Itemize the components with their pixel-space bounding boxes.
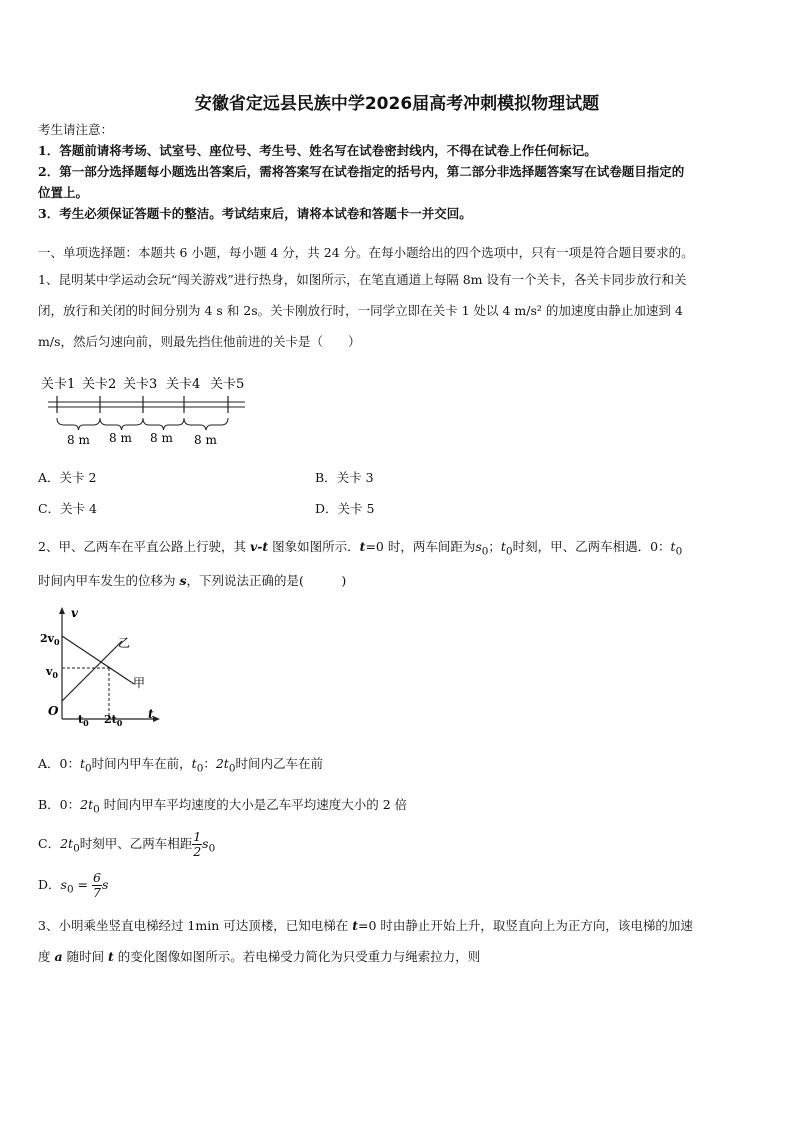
s0-symbol: s — [202, 836, 209, 851]
tick-v0: $v_0$ — [46, 665, 58, 680]
q2-option-c[interactable] — [38, 830, 215, 859]
v-axis-label: v — [71, 606, 78, 620]
spacing-label-2: 8 m — [109, 431, 132, 445]
2t0-symbol: 2t — [60, 836, 74, 851]
q3-stem-line2 — [38, 947, 480, 965]
q2-t-symbol: t — [359, 539, 366, 554]
t0-symbol: t — [191, 756, 197, 771]
q2-text-part: 图象如图所示． — [268, 539, 360, 554]
tick-t0: $t_0$ — [78, 713, 89, 727]
q2-s-symbol: s — [179, 573, 187, 588]
fraction-denominator: 2 — [193, 844, 202, 859]
notice-item-2-cont: 位置上。 — [38, 185, 89, 200]
t0-symbol: t — [79, 756, 86, 771]
yi-label: 乙 — [118, 636, 131, 650]
fraction-denominator: 7 — [93, 885, 101, 900]
q1-option-c[interactable]: C．关卡 4 — [38, 501, 97, 516]
q2-t0-symbol: t — [670, 539, 676, 554]
q2-sub0: 0 — [505, 545, 513, 558]
tick-2t0: $2t_0$ — [104, 713, 123, 727]
gate-label-5: 关卡5 — [210, 377, 245, 392]
q1-stem-line3: m/s，然后匀速向前，则最先挡住他前进的关卡是（ ） — [38, 334, 361, 349]
section-heading: 一、单项选择题：本题共 6 小题，每小题 4 分，共 24 分。在每小题给出的四个选项中，只有一项是符合题目要求的。 — [38, 245, 694, 260]
q3-a-symbol: a — [54, 949, 63, 964]
origin-label: O — [48, 704, 59, 718]
tick-2v0: $2v_0$ — [40, 632, 60, 647]
q2-sub0: 0 — [675, 545, 683, 558]
q2-stem-line2 — [38, 571, 346, 589]
q2-option-d[interactable] — [38, 871, 108, 900]
notice-heading: 考生请注意： — [38, 122, 114, 137]
q2-text-part: =0 时，两车间距为 — [365, 539, 476, 554]
notice-item-1: 1．答题前请将考场、试室号、座位号、考生号、姓名写在试卷密封线内，不得在试卷上作任何标记。 — [38, 143, 597, 158]
q3-text-part: 度 — [38, 949, 55, 964]
opt-text: D． — [38, 877, 61, 892]
notice-item-3: 3．考生必须保证答题卡的整洁。考试结束后，请将本试卷和答题卡一并交回。 — [38, 206, 472, 221]
q1-stem-line2: 闭，放行和关闭的时间分别为 4 s 和 2s。关卡刚放行时，一同学立即在关卡 1 处以 4 m/s² 的加速度由静止加速到 4 — [38, 303, 683, 318]
2t0-symbol: 2t — [215, 756, 229, 771]
q2-text-part: 时间内甲车发生的位移为 — [38, 573, 180, 588]
q2-option-b[interactable] — [38, 795, 407, 816]
opt-text: 时刻甲、乙两车相距 — [79, 836, 193, 851]
q2-text-part: ，下列说法正确的是( ) — [186, 573, 347, 588]
q3-text-part: 随时间 — [62, 949, 109, 964]
brace-4 — [184, 418, 228, 430]
q2-text-part: 2、甲、乙两车在平直公路上行驶，其 — [38, 539, 250, 554]
opt-text: 时间内乙车在前 — [235, 756, 323, 771]
brace-2 — [100, 418, 143, 430]
opt-text: ： — [203, 756, 216, 771]
v-axis-arrow — [59, 607, 65, 614]
q2-vt-symbol: v-t — [249, 539, 269, 554]
sub0: 0 — [93, 803, 100, 816]
gate-label-3: 关卡3 — [123, 377, 158, 392]
s0-symbol: s — [60, 877, 67, 892]
q1-option-b[interactable]: B．关卡 3 — [315, 470, 374, 485]
sub0: 0 — [66, 883, 74, 896]
notice-item-2: 2．第一部分选择题每小题选出答案后，需将答案写在试卷指定的括号内，第二部分非选择题答案写在试卷题目指定的 — [38, 164, 685, 179]
q2-s0-symbol: s — [475, 539, 482, 554]
spacing-label-4: 8 m — [194, 433, 217, 447]
q3-t-symbol: t — [352, 918, 359, 933]
fraction-numerator: 6 — [93, 870, 101, 885]
fraction-one-half — [192, 830, 202, 859]
s-symbol: s — [101, 877, 109, 892]
q2-sub0: 0 — [481, 545, 489, 558]
opt-text: 时间内甲车在前， — [91, 756, 192, 771]
q3-text-part: =0 时由静止开始上升，取竖直向上为正方向，该电梯的加速 — [358, 918, 693, 933]
t-axis-label: t — [148, 707, 154, 721]
yi-velocity-line — [62, 641, 122, 701]
q1-option-d[interactable]: D．关卡 5 — [315, 501, 375, 516]
t-axis-arrow — [153, 716, 160, 722]
sub0: 0 — [196, 762, 204, 775]
q1-option-a[interactable]: A．关卡 2 — [38, 470, 97, 485]
opt-text: B．0： — [38, 797, 81, 812]
sub0: 0 — [228, 762, 236, 775]
q3-stem-line1 — [38, 916, 693, 934]
q2-text-part: ； — [488, 539, 501, 554]
page-title: 安徽省定远县民族中学2026届高考冲刺模拟物理试题 — [194, 94, 600, 114]
gate-label-1: 关卡1 — [41, 377, 76, 392]
opt-text: A．0： — [38, 756, 80, 771]
gate-label-2: 关卡2 — [82, 377, 117, 392]
2t0-symbol: 2t — [80, 797, 94, 812]
fraction-numerator: 1 — [193, 829, 202, 844]
jia-label: 甲 — [133, 676, 146, 690]
sub0: 0 — [73, 842, 80, 855]
q1-stem-line1: 1、昆明某中学运动会玩“闯关游戏”进行热身，如图所示，在笔直通道上每隔 8m 设有一个关卡，各关卡同步放行和关 — [38, 272, 687, 287]
sub0: 0 — [208, 842, 216, 855]
sub0: 0 — [85, 762, 92, 775]
opt-text: C． — [38, 836, 61, 851]
fraction-six-sevenths — [92, 871, 102, 900]
q3-text-part: 3、小明乘坐竖直电梯经过 1min 可达顶楼，已知电梯在 — [38, 918, 353, 933]
q3-t-symbol: t — [108, 949, 114, 964]
equals-sign: = — [73, 877, 92, 892]
q1-gate-figure — [38, 370, 258, 452]
opt-text: 时间内甲车平均速度的大小是乙车平均速度大小的 2 倍 — [99, 797, 408, 812]
q2-text-part: 时刻，甲、乙两车相遇．0： — [512, 539, 671, 554]
spacing-label-3: 8 m — [150, 431, 173, 445]
q2-option-a[interactable] — [38, 754, 323, 775]
q2-stem-line1 — [38, 537, 682, 558]
q2-t0-symbol: t — [500, 539, 506, 554]
brace-1 — [57, 418, 100, 430]
gate-label-4: 关卡4 — [166, 377, 201, 392]
brace-3 — [143, 418, 184, 430]
q2-vt-graph — [38, 605, 168, 727]
spacing-label-1: 8 m — [67, 433, 90, 447]
q3-text-part: 的变化图像如图所示。若电梯受力简化为只受重力与绳索拉力，则 — [113, 949, 481, 964]
